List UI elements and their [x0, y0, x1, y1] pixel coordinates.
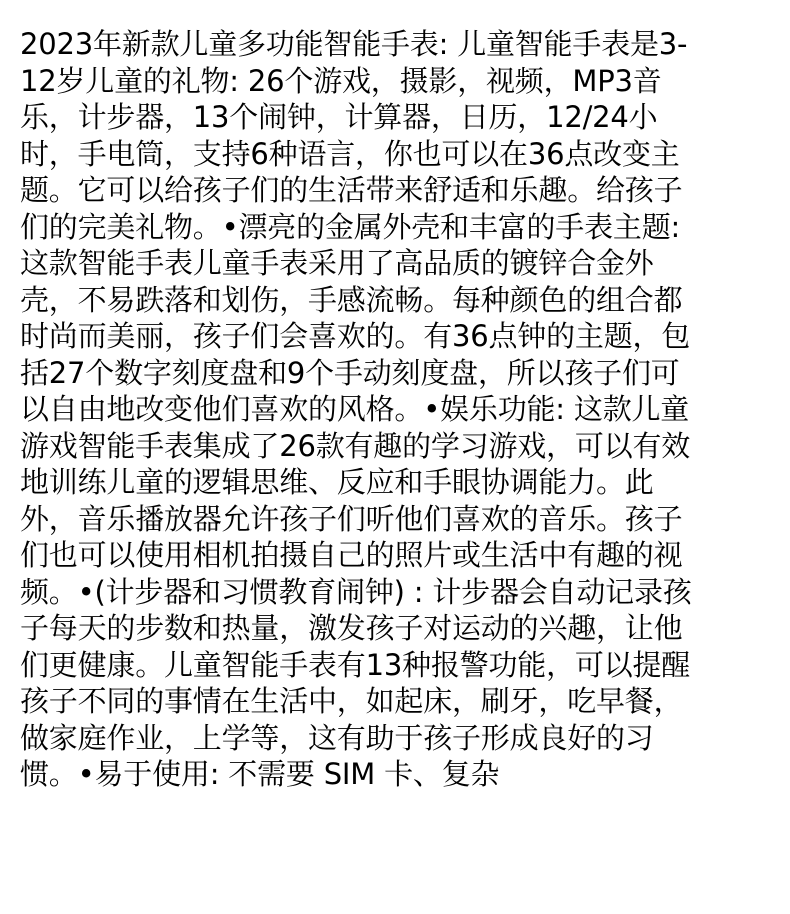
- text-line: 们的完美礼物。•漂亮的金属外壳和丰富的手表主题:: [20, 209, 681, 244]
- text-line: 时尚而美丽，孩子们会喜欢的。有36点钟的主题，包: [20, 319, 691, 353]
- text-line: 乐，计步器，13个闹钟，计算器，日历，12/24小: [20, 100, 658, 134]
- text-line: 游戏智能手表集成了26款有趣的学习游戏，可以有效: [20, 428, 691, 463]
- text-line: 做家庭作业，上学等，这有助于孩子形成良好的习: [20, 720, 654, 755]
- text-line: 时，手电筒，支持6种语言，你也可以在36点改变主: [20, 136, 680, 171]
- text-line: 以自由地改变他们喜欢的风格。•娱乐功能: 这款儿童: [20, 392, 690, 426]
- text-line: 括27个数字刻度盘和9个手动刻度盘，所以孩子们可: [20, 355, 680, 390]
- text-line: 们更健康。儿童智能手表有13种报警功能，可以提醒: [20, 647, 691, 682]
- text-line: 外，音乐播放器允许孩子们听他们喜欢的音乐。孩子: [20, 501, 683, 536]
- text-line: 题。它可以给孩子们的生活带来舒适和乐趣。给孩子: [20, 173, 683, 207]
- text-line: 子每天的步数和热量，激发孩子对运动的兴趣，让他: [20, 611, 683, 645]
- text-line: 这款智能手表儿童手表采用了高品质的镀锌合金外: [20, 246, 654, 280]
- text-line: 壳，不易跌落和划伤，手感流畅。每种颜色的组合都: [20, 282, 683, 317]
- text-line: 孩子不同的事情在生活中，如起床，刷牙，吃早餐，: [20, 684, 683, 718]
- product-description: [20, 26, 772, 793]
- text-line: 2023年新款儿童多功能智能手表: 儿童智能手表是3-: [20, 27, 688, 61]
- text-line: 12岁儿童的礼物: 26个游戏，摄影，视频，MP3音: [20, 63, 662, 98]
- text-line: 频。•(计步器和习惯教育闹钟) : 计步器会自动记录孩: [20, 574, 692, 609]
- text-line: 们也可以使用相机拍摄自己的照片或生活中有趣的视: [20, 538, 683, 572]
- text-line: 地训练儿童的逻辑思维、反应和手眼协调能力。此: [20, 465, 654, 499]
- text-line: 惯。•易于使用: 不需要 SIM 卡、复杂: [20, 757, 500, 791]
